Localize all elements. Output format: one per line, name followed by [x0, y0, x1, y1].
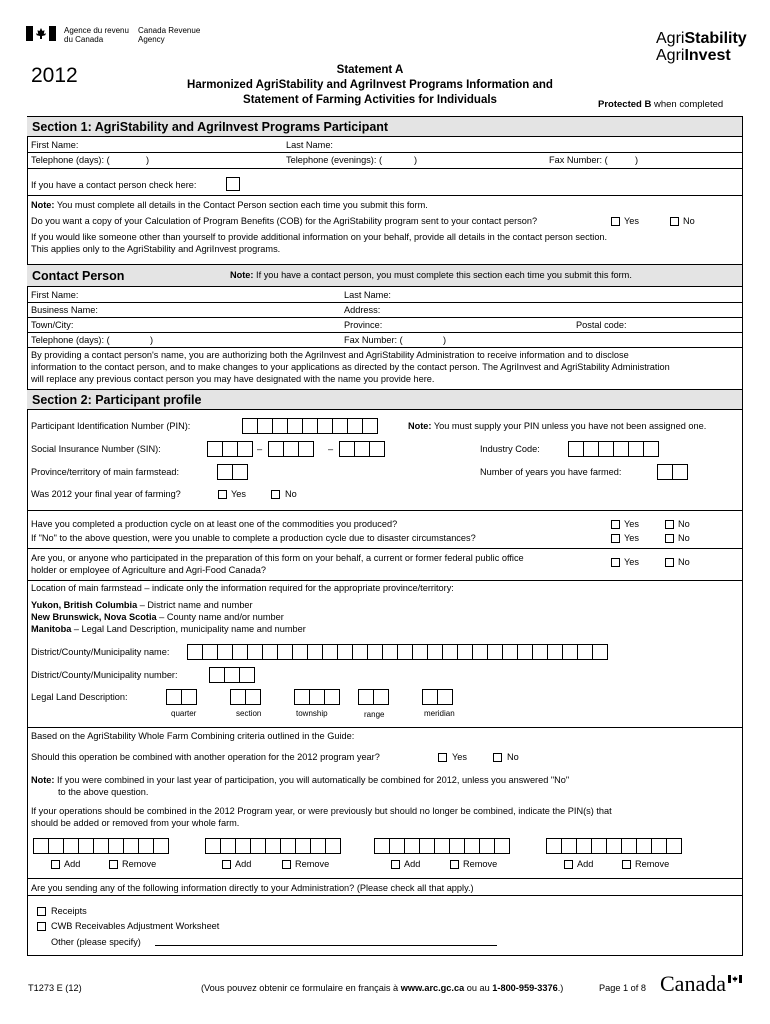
combine-2-add-checkbox[interactable]	[222, 860, 231, 869]
someone-else-text-2: This applies only to the AgriStability and AgriInvest programs.	[31, 244, 281, 254]
agency-name-en: Canada Revenue Agency	[138, 26, 201, 44]
lld-quarter-label: quarter	[171, 709, 197, 718]
lld-quarter-input[interactable]	[166, 689, 196, 705]
final-year-yes-checkbox[interactable]	[218, 490, 227, 499]
section-1-header: Section 1: AgriStability and AgriInvest Programs Participant	[27, 116, 742, 137]
combine-note-2: to the above question.	[58, 787, 149, 797]
district-name-input[interactable]	[187, 644, 607, 660]
participant-first-name-label: First Name:	[31, 140, 79, 150]
production-cycle-question: Have you completed a production cycle on at least one of the commodities you produced?	[31, 519, 398, 529]
combining-intro: Based on the AgriStability Whole Farm Combining criteria outlined in the Guide:	[31, 731, 355, 741]
statement-label: Statement A	[336, 64, 404, 76]
location-manitoba: Manitoba – Legal Land Description, municipality name and number	[31, 624, 306, 634]
contact-authorize-text-2: information to the contact person, and to make changes to your applications as directed by the contact person. The AgriInvest and AgriStability Administration	[31, 362, 670, 372]
production-yes-label: Yes	[624, 519, 639, 529]
district-name-label: District/County/Municipality name:	[31, 647, 170, 657]
sin-input-part-1[interactable]	[207, 441, 252, 457]
public-office-question-2: holder or employee of Agriculture and Agri-Food Canada?	[31, 565, 266, 575]
production-no-checkbox[interactable]	[665, 520, 674, 529]
contact-first-name-label: First Name:	[31, 290, 79, 300]
cob-yes-label: Yes	[624, 216, 639, 226]
contact-person-header: Contact Person Note: If you have a contact person, you must complete this section each time you submit this form.	[27, 264, 742, 287]
canada-flag-icon	[26, 26, 56, 41]
public-office-yes-label: Yes	[624, 557, 639, 567]
combine-3-remove-checkbox[interactable]	[450, 860, 459, 869]
lld-township-input[interactable]	[294, 689, 339, 705]
paren-close: )	[414, 155, 418, 165]
cob-question: Do you want a copy of your Calculation of Program Benefits (COB) for the AgriStability program sent to your contact person?	[31, 216, 538, 226]
lld-range-input[interactable]	[358, 689, 388, 705]
combine-question: Should this operation be combined with another operation for the 2012 program year?	[31, 752, 380, 762]
public-office-no-checkbox[interactable]	[665, 558, 674, 567]
french-availability-note: (Vous pouvez obtenir ce formulaire en français à www.arc.gc.ca ou au 1-800-959-3376.)	[201, 983, 564, 993]
combine-pin-input-4[interactable]	[546, 838, 681, 854]
contact-business-name-label: Business Name:	[31, 305, 98, 315]
paren-close: )	[443, 335, 447, 345]
lld-township-label: township	[296, 709, 328, 718]
sin-dash: –	[257, 444, 263, 454]
combine-3-add-checkbox[interactable]	[391, 860, 400, 869]
final-year-no-checkbox[interactable]	[271, 490, 280, 499]
combine-4-add-checkbox[interactable]	[564, 860, 573, 869]
combine-3-remove-label: Remove	[463, 859, 498, 869]
combine-2-add-label: Add	[235, 859, 252, 869]
page-number: Page 1 of 8	[599, 983, 646, 993]
lld-section-label: section	[236, 709, 262, 718]
combine-2-remove-label: Remove	[295, 859, 330, 869]
section1-note: Note: You must complete all details in the Contact Person section each time you submit this form.	[31, 200, 428, 210]
district-number-input[interactable]	[209, 667, 254, 683]
location-intro: Location of main farmstead – indicate only the information required for the appropriate province/territory:	[31, 583, 454, 593]
form-year: 2012	[31, 64, 78, 87]
contact-province-label: Province:	[344, 320, 383, 330]
final-year-yes-label: Yes	[231, 489, 246, 499]
participant-telephone-days-label: Telephone (days): (	[31, 155, 110, 165]
disaster-yes-checkbox[interactable]	[611, 534, 620, 543]
production-no-label: No	[678, 519, 690, 529]
pin-note: Note: You must supply your PIN unless you have not been assigned one.	[408, 421, 707, 431]
sin-label: Social Insurance Number (SIN):	[31, 444, 161, 454]
form-title-line-1: Harmonized AgriStability and AgriInvest Programs Information and	[187, 79, 553, 91]
final-year-no-label: No	[285, 489, 297, 499]
contact-authorize-text-3: will replace any previous contact person you may have designated with the name you provide here.	[31, 374, 435, 384]
lld-meridian-input[interactable]	[422, 689, 452, 705]
lld-range-label: range	[364, 710, 385, 719]
participant-last-name-label: Last Name:	[286, 140, 333, 150]
disaster-yes-label: Yes	[624, 533, 639, 543]
legal-land-label: Legal Land Description:	[31, 692, 128, 702]
combine-yes-checkbox[interactable]	[438, 753, 447, 762]
contact-telephone-days-label: Telephone (days): (	[31, 335, 110, 345]
contact-note: Note: If you have a contact person, you must complete this section each time you submit this form.	[230, 270, 632, 280]
years-farmed-label: Number of years you have farmed:	[480, 467, 622, 477]
combine-4-add-label: Add	[577, 859, 594, 869]
production-yes-checkbox[interactable]	[611, 520, 620, 529]
combine-4-remove-checkbox[interactable]	[622, 860, 631, 869]
combine-1-remove-label: Remove	[122, 859, 157, 869]
combine-pin-input-2[interactable]	[205, 838, 340, 854]
combine-2-remove-checkbox[interactable]	[282, 860, 291, 869]
contact-address-label: Address:	[344, 305, 381, 315]
lld-section-input[interactable]	[230, 689, 260, 705]
industry-code-label: Industry Code:	[480, 444, 540, 454]
participant-telephone-evenings-label: Telephone (evenings): (	[286, 155, 383, 165]
contact-town-label: Town/City:	[31, 320, 74, 330]
district-number-label: District/County/Municipality number:	[31, 670, 178, 680]
public-office-yes-checkbox[interactable]	[611, 558, 620, 567]
combine-pins-text-1: If your operations should be combined in the 2012 Program year, or were previously but should no longer be combined, indicate the PIN(s) that	[31, 806, 612, 816]
contact-person-checkbox[interactable]	[226, 177, 240, 191]
combine-note-1: Note: If you were combined in your last year of participation, you will automatically be combined for 2012, unless you answered "No"	[31, 775, 570, 785]
paren-close: )	[150, 335, 154, 345]
section-2-header: Section 2: Participant profile	[27, 389, 742, 410]
combine-1-remove-checkbox[interactable]	[109, 860, 118, 869]
location-yukon-bc: Yukon, British Columbia – District name and number	[31, 600, 253, 610]
lld-meridian-label: meridian	[424, 709, 455, 718]
sin-input-part-2[interactable]	[268, 441, 313, 457]
contact-fax-label: Fax Number: (	[344, 335, 403, 345]
canada-wordmark: Canada	[660, 971, 726, 996]
form-identifier: T1273 E (12)	[28, 983, 82, 993]
combine-1-add-label: Add	[64, 859, 81, 869]
combine-4-remove-label: Remove	[635, 859, 670, 869]
public-office-question-1: Are you, or anyone who participated in the preparation of this form on your behalf, a current or former federal public office	[31, 553, 524, 563]
cwb-label: CWB Receivables Adjustment Worksheet	[51, 921, 220, 931]
cob-no-label: No	[683, 216, 695, 226]
paren-close: )	[146, 155, 150, 165]
someone-else-text-1: If you would like someone other than yourself to provide additional information on your behalf, provide all details in the contact person section.	[31, 232, 608, 242]
industry-code-input[interactable]	[568, 441, 658, 457]
pin-input[interactable]	[242, 418, 377, 434]
public-office-no-label: No	[678, 557, 690, 567]
agency-name-fr: Agence du revenu du Canada	[64, 26, 129, 44]
contact-authorize-text-1: By providing a contact person's name, you are authorizing both the AgriInvest and AgriStability Administration to receive information and to disclose	[31, 350, 629, 360]
combine-1-add-checkbox[interactable]	[51, 860, 60, 869]
years-farmed-input[interactable]	[657, 464, 687, 480]
combine-no-label: No	[507, 752, 519, 762]
province-farmstead-label: Province/territory of main farmstead:	[31, 467, 180, 477]
receipts-checkbox[interactable]	[37, 907, 46, 916]
disaster-no-label: No	[678, 533, 690, 543]
sending-question: Are you sending any of the following information directly to your Administration? (Please check all that apply.)	[31, 883, 474, 893]
combine-no-checkbox[interactable]	[493, 753, 502, 762]
combine-pins-text-2: should be added or removed from your whole farm.	[31, 818, 240, 828]
cob-yes-checkbox[interactable]	[611, 217, 620, 226]
location-nb-ns: New Brunswick, Nova Scotia – County name and/or number	[31, 612, 284, 622]
other-label: Other (please specify)	[51, 937, 141, 947]
agristability-logo: AgriStability	[656, 30, 747, 47]
combine-pin-input-1[interactable]	[33, 838, 168, 854]
combine-pin-input-3[interactable]	[374, 838, 509, 854]
paren-close: )	[635, 155, 639, 165]
province-farmstead-input[interactable]	[217, 464, 247, 480]
wordmark-flag-icon	[728, 970, 742, 978]
participant-fax-label: Fax Number: (	[549, 155, 608, 165]
sin-dash: –	[328, 444, 334, 454]
other-specify-line[interactable]	[155, 945, 497, 946]
contact-postal-code-label: Postal code:	[576, 320, 627, 330]
sin-input-part-3[interactable]	[339, 441, 384, 457]
contact-person-check-label: If you have a contact person check here:	[31, 180, 197, 190]
agriinvest-logo: AgriInvest	[656, 47, 731, 64]
form-title-line-2: Statement of Farming Activities for Individuals	[243, 94, 497, 106]
disaster-no-checkbox[interactable]	[665, 534, 674, 543]
pin-label: Participant Identification Number (PIN):	[31, 421, 191, 431]
combine-3-add-label: Add	[404, 859, 421, 869]
disaster-question: If "No" to the above question, were you unable to complete a production cycle due to disaster circumstances?	[31, 533, 476, 543]
contact-last-name-label: Last Name:	[344, 290, 391, 300]
combine-yes-label: Yes	[452, 752, 467, 762]
cob-no-checkbox[interactable]	[670, 217, 679, 226]
protected-b-label: Protected B when completed	[598, 99, 724, 110]
final-year-question: Was 2012 your final year of farming?	[31, 489, 181, 499]
cwb-checkbox[interactable]	[37, 922, 46, 931]
receipts-label: Receipts	[51, 906, 87, 916]
